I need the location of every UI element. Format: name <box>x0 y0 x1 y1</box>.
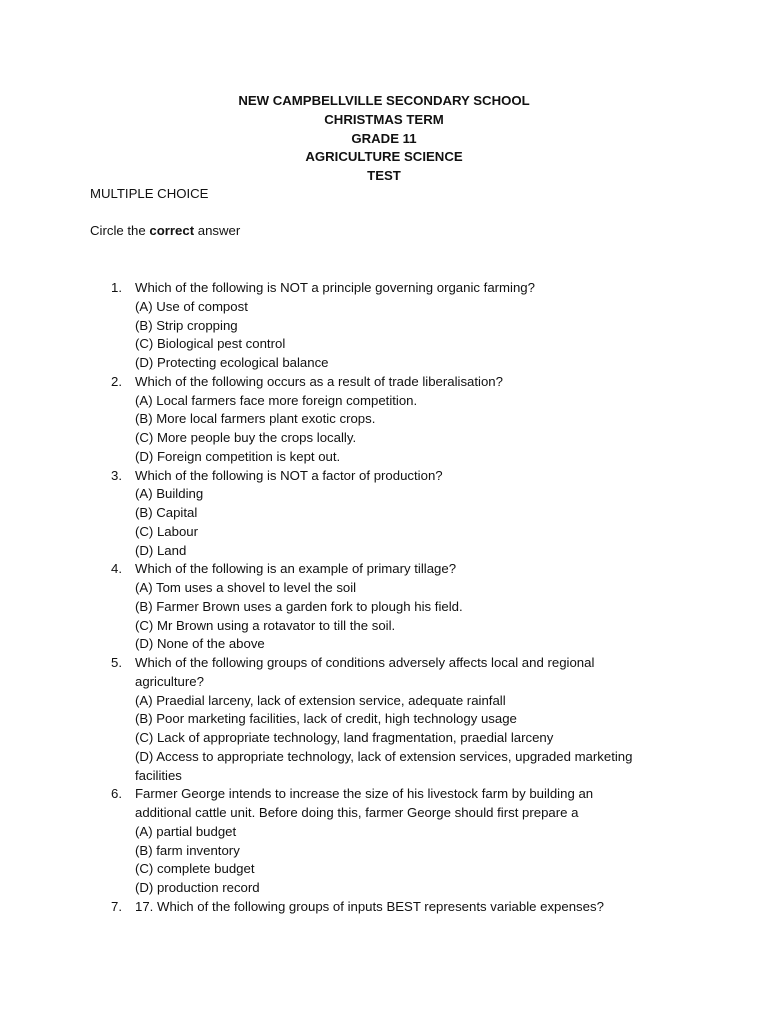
answer-option[interactable]: (A) Praedial larceny, lack of extension service, adequate rainfall <box>135 692 506 708</box>
test-type-label: TEST <box>367 168 401 184</box>
instruction-before: Circle the <box>90 223 150 238</box>
question-item <box>0 467 768 561</box>
question-number: 6. <box>111 786 122 802</box>
answer-option[interactable]: (B) Capital <box>135 505 198 520</box>
answer-option[interactable]: (B) More local farmers plant exotic crops. <box>135 411 376 427</box>
question-number: 4. <box>111 561 122 577</box>
instruction-line <box>90 222 240 241</box>
answer-option[interactable]: (C) Biological pest control <box>135 336 286 352</box>
question-item <box>0 898 768 917</box>
answer-option[interactable]: (D) Foreign competition is kept out. <box>135 448 341 464</box>
answer-option[interactable]: (D) Protecting ecological balance <box>135 355 329 370</box>
school-name: NEW CAMPBELLVILLE SECONDARY SCHOOL <box>238 93 530 108</box>
section-title: MULTIPLE CHOICE <box>90 186 209 201</box>
answer-option[interactable]: (D) Land <box>135 542 187 558</box>
question-item <box>0 560 768 654</box>
question-list <box>0 279 768 917</box>
question-stem: Which of the following occurs as a result of trade liberalisation? <box>135 373 503 389</box>
answer-option[interactable]: (B) farm inventory <box>135 842 240 858</box>
answer-option[interactable]: (A) Building <box>135 486 204 502</box>
question-number: 3. <box>111 467 122 483</box>
answer-option[interactable]: (C) Lack of appropriate technology, land fragmentation, praedial larceny <box>135 730 554 745</box>
answer-option[interactable]: (B) Farmer Brown uses a garden fork to plough his field. <box>135 598 463 614</box>
question-item <box>0 654 768 785</box>
document-header <box>0 92 768 186</box>
question-stem: Which of the following is NOT a factor of production? <box>135 467 443 483</box>
question-item <box>0 785 768 898</box>
answer-option[interactable]: (B) Poor marketing facilities, lack of credit, high technology usage <box>135 711 517 727</box>
answer-option[interactable]: (C) More people buy the crops locally. <box>135 430 357 445</box>
answer-option[interactable]: (C) complete budget <box>135 861 255 877</box>
grade-label: GRADE 11 <box>351 130 417 146</box>
answer-option[interactable]: (D) None of the above <box>135 636 265 652</box>
instruction-after: answer <box>194 223 241 238</box>
answer-option[interactable]: (D) Access to appropriate technology, lack of extension services, upgraded marketing facilities <box>135 748 633 783</box>
question-stem: Farmer George intends to increase the size of his livestock farm by building an additional cattle unit. Before doing this, farmer George should first prepare a <box>135 786 594 820</box>
term-name: CHRISTMAS TERM <box>324 111 444 127</box>
subject-label: AGRICULTURE SCIENCE <box>305 149 463 165</box>
question-number: 1. <box>111 280 122 295</box>
answer-option[interactable]: (A) partial budget <box>135 823 237 839</box>
question-item <box>0 373 768 467</box>
question-item <box>0 279 768 373</box>
answer-option[interactable]: (A) Tom uses a shovel to level the soil <box>135 580 357 595</box>
answer-option[interactable]: (B) Strip cropping <box>135 317 238 333</box>
question-number: 5. <box>111 655 122 670</box>
question-stem: Which of the following groups of conditions adversely affects local and regional agriculture? <box>135 655 595 689</box>
answer-option[interactable]: (D) production record <box>135 880 260 895</box>
answer-option[interactable]: (A) Use of compost <box>135 298 248 314</box>
answer-option[interactable]: (A) Local farmers face more foreign competition. <box>135 392 418 408</box>
question-stem: Which of the following is NOT a principle governing organic farming? <box>135 280 535 295</box>
answer-option[interactable]: (C) Labour <box>135 523 199 539</box>
question-number: 7. <box>111 898 122 914</box>
answer-option[interactable]: (C) Mr Brown using a rotavator to till the soil. <box>135 617 396 633</box>
question-stem: 17. Which of the following groups of inputs BEST represents variable expenses? <box>135 898 604 914</box>
instruction-emphasis: correct <box>149 223 195 238</box>
question-stem: Which of the following is an example of primary tillage? <box>135 561 457 577</box>
question-number: 2. <box>111 373 122 389</box>
